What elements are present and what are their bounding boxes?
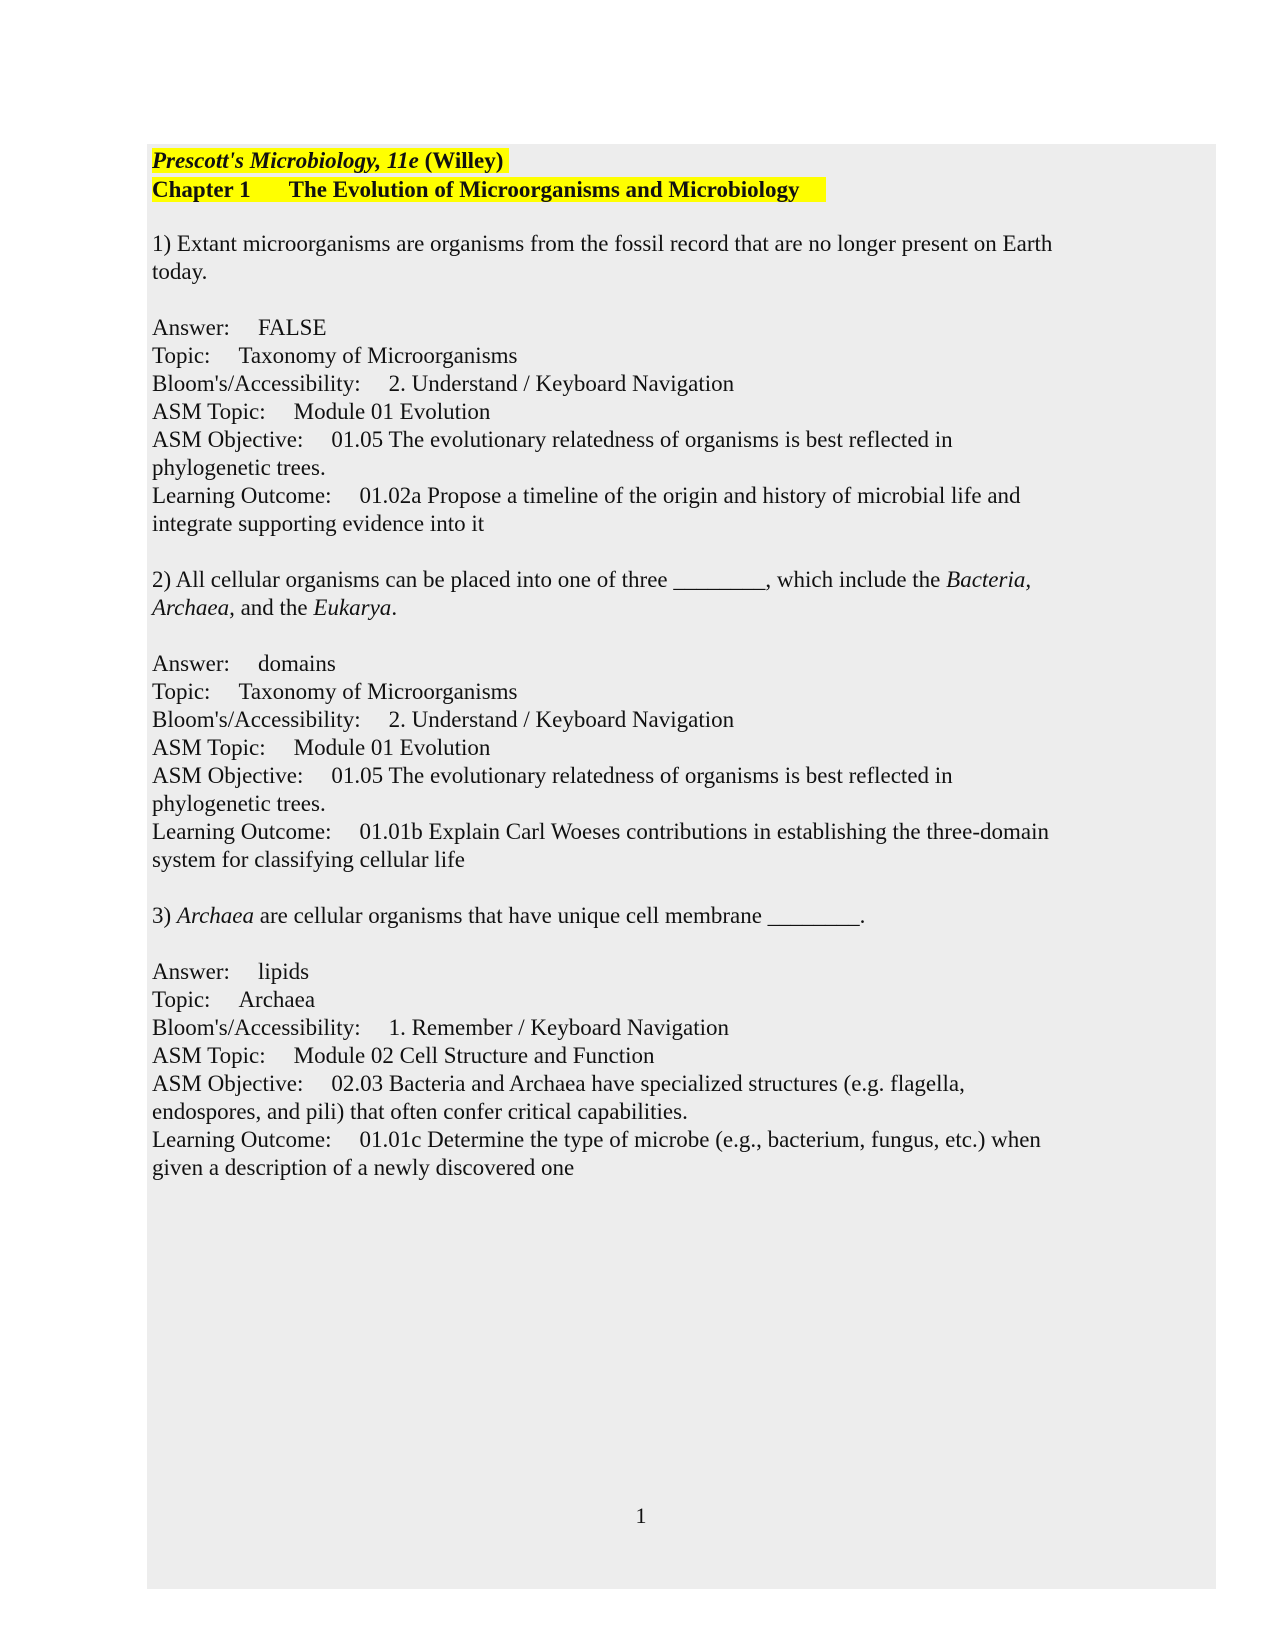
- question-1-metadata: [152, 314, 1130, 538]
- topic-line: [152, 342, 1130, 370]
- question-3-line-1: [152, 902, 1130, 930]
- question-1-segment: today.: [152, 259, 208, 284]
- answer-line: [152, 314, 1130, 342]
- topic-value: Taxonomy of Microorganisms: [238, 343, 518, 368]
- answer-value: FALSE: [257, 315, 327, 340]
- question-2-segment: 2) All cellular organisms can be placed into one of three ________, which include the: [152, 567, 947, 592]
- question-3-segment: 3): [152, 903, 177, 928]
- question-2-italic-term: Bacteria,: [946, 567, 1032, 592]
- asm-topic-value: Module 02 Cell Structure and Function: [293, 1043, 655, 1068]
- asm-objective-label: ASM Objective:: [152, 763, 304, 788]
- topic-label: Topic:: [152, 679, 211, 704]
- blooms-line: [152, 706, 1130, 734]
- learning-outcome-line: [152, 818, 1130, 846]
- asm-topic-label: ASM Topic:: [152, 735, 266, 760]
- asm-topic-value: Module 01 Evolution: [293, 399, 491, 424]
- blooms-label: Bloom's/Accessibility:: [152, 1015, 361, 1040]
- question-3-metadata: [152, 958, 1130, 1182]
- question-2-segment: and the: [234, 595, 314, 620]
- learning-outcome-value: 01.01c Determine the type of microbe (e.g., bacterium, fungus, etc.) when: [359, 1127, 1041, 1152]
- question-2-italic-term: Archaea,: [152, 595, 235, 620]
- answer-value: lipids: [257, 959, 310, 984]
- question-2-metadata: [152, 650, 1130, 874]
- blooms-label: Bloom's/Accessibility:: [152, 707, 361, 732]
- document-page: [147, 144, 1216, 1589]
- topic-value: Taxonomy of Microorganisms: [238, 679, 518, 704]
- book-author: (Willey): [418, 148, 504, 173]
- blooms-line: [152, 370, 1130, 398]
- answer-label: Answer:: [152, 651, 230, 676]
- page-number: 1: [635, 1503, 647, 1528]
- question-2-segment: .: [391, 595, 398, 620]
- question-3-italic-term: Archaea: [176, 903, 254, 928]
- answer-label: Answer:: [152, 315, 230, 340]
- question-1-line-1: [152, 230, 1130, 258]
- asm-objective-continuation: phylogenetic trees.: [152, 455, 326, 480]
- asm-topic-line: [152, 734, 1130, 762]
- asm-objective-continuation: endospores, and pili) that often confer critical capabilities.: [152, 1099, 688, 1124]
- question-1-line-2: [152, 258, 1130, 286]
- question-2-text: [152, 566, 1130, 622]
- learning-outcome-continuation: given a description of a newly discovered one: [152, 1155, 575, 1180]
- learning-outcome-continuation: system for classifying cellular life: [152, 847, 465, 872]
- chapter-number: Chapter 1: [152, 177, 251, 202]
- answer-value: domains: [257, 651, 336, 676]
- learning-outcome-value: 01.01b Explain Carl Woeses contributions in establishing the three-domain: [359, 819, 1049, 844]
- answer-line: [152, 650, 1130, 678]
- asm-topic-line: [152, 398, 1130, 426]
- chapter-heading-highlight: [152, 177, 826, 202]
- book-title: Prescott's Microbiology, 11e: [152, 148, 419, 173]
- topic-line: [152, 986, 1130, 1014]
- asm-objective-line: [152, 762, 1130, 790]
- asm-objective-line: [152, 1070, 1130, 1098]
- asm-topic-value: Module 01 Evolution: [293, 735, 491, 760]
- question-3-segment: are cellular organisms that have unique cell membrane ________.: [254, 903, 866, 928]
- learning-outcome-label: Learning Outcome:: [152, 1127, 332, 1152]
- learning-outcome-line: [152, 482, 1130, 510]
- asm-objective-continuation: phylogenetic trees.: [152, 791, 326, 816]
- blooms-value: 2. Understand / Keyboard Navigation: [388, 371, 735, 396]
- learning-outcome-line: [152, 1126, 1130, 1154]
- question-2-line-2: [152, 594, 1130, 622]
- asm-topic-label: ASM Topic:: [152, 399, 266, 424]
- book-title-line: [152, 146, 1130, 175]
- answer-line: [152, 958, 1130, 986]
- page-content: [152, 146, 1130, 1210]
- chapter-heading-line: [152, 175, 1130, 204]
- asm-objective-value: 01.05 The evolutionary relatedness of organisms is best reflected in: [331, 427, 953, 452]
- learning-outcome-label: Learning Outcome:: [152, 483, 332, 508]
- question-2-line-1: [152, 566, 1130, 594]
- asm-objective-value: 01.05 The evolutionary relatedness of organisms is best reflected in: [331, 763, 953, 788]
- learning-outcome-label: Learning Outcome:: [152, 819, 332, 844]
- question-1-text: [152, 230, 1130, 286]
- topic-label: Topic:: [152, 987, 211, 1012]
- asm-objective-label: ASM Objective:: [152, 1071, 304, 1096]
- document-header: [152, 146, 1130, 204]
- learning-outcome-value: 01.02a Propose a timeline of the origin and history of microbial life and: [359, 483, 1021, 508]
- blooms-value: 1. Remember / Keyboard Navigation: [388, 1015, 730, 1040]
- asm-objective-line: [152, 426, 1130, 454]
- book-title-highlight: [152, 148, 509, 173]
- topic-label: Topic:: [152, 343, 211, 368]
- chapter-title: The Evolution of Microorganisms and Microbiology: [288, 177, 800, 202]
- question-1-segment: 1) Extant microorganisms are organisms from the fossil record that are no longer present on Earth: [152, 231, 1053, 256]
- question-2-italic-term: Eukarya: [313, 595, 392, 620]
- blooms-line: [152, 1014, 1130, 1042]
- asm-objective-value: 02.03 Bacteria and Archaea have specialized structures (e.g. flagella,: [331, 1071, 965, 1096]
- asm-topic-label: ASM Topic:: [152, 1043, 266, 1068]
- blooms-value: 2. Understand / Keyboard Navigation: [388, 707, 735, 732]
- asm-topic-line: [152, 1042, 1130, 1070]
- blooms-label: Bloom's/Accessibility:: [152, 371, 361, 396]
- answer-label: Answer:: [152, 959, 230, 984]
- learning-outcome-continuation: integrate supporting evidence into it: [152, 511, 485, 536]
- topic-value: Archaea: [238, 987, 316, 1012]
- topic-line: [152, 678, 1130, 706]
- asm-objective-label: ASM Objective:: [152, 427, 304, 452]
- question-3-text: [152, 902, 1130, 930]
